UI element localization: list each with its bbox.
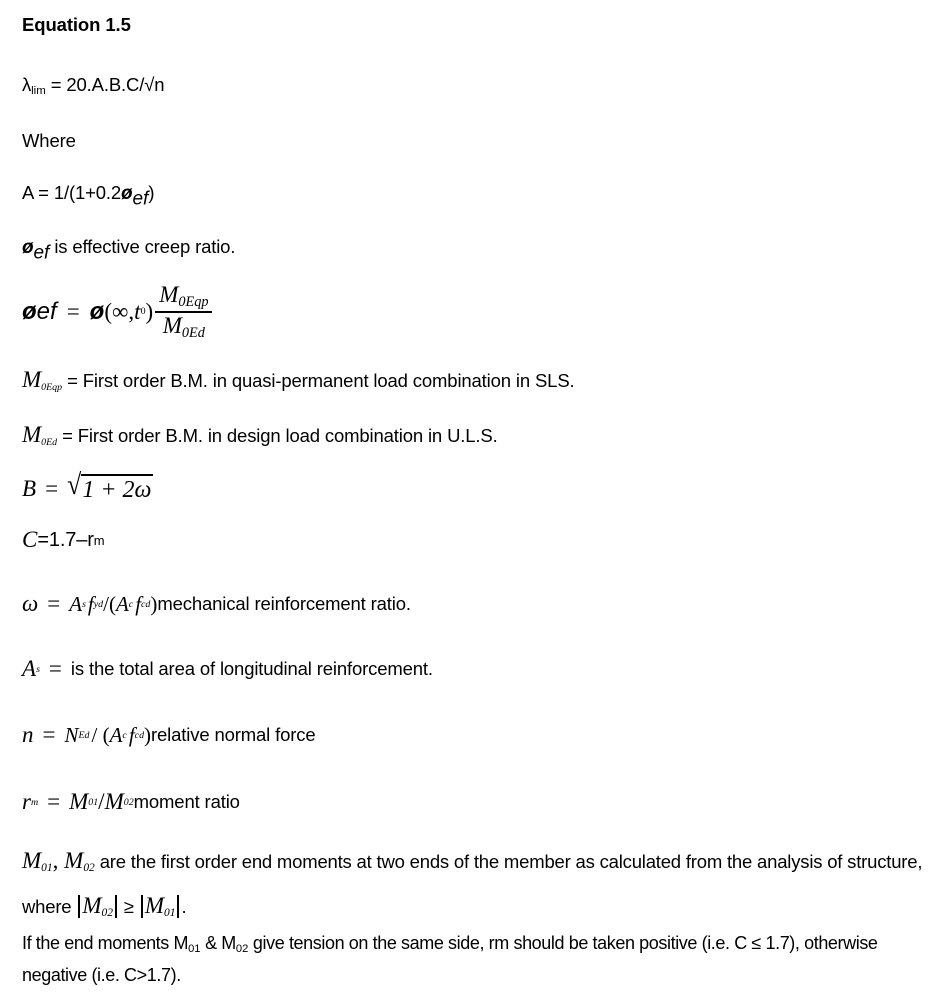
A-subscript: s	[36, 663, 40, 675]
M-symbol: M	[104, 789, 124, 814]
M-subscript: 02	[83, 862, 95, 875]
definition-n	[22, 722, 315, 748]
where-label: Where	[22, 130, 76, 151]
phi-icon: ø	[89, 297, 105, 325]
lambda-equals: =	[45, 74, 67, 95]
definition-rm	[22, 789, 240, 815]
abs-value-M02	[76, 893, 119, 920]
abs-bar-icon	[177, 895, 179, 918]
phi-ef-sentence-text: is effective creep ratio.	[49, 236, 236, 257]
M-subscript: 01	[41, 862, 53, 875]
f-subscript: cd	[141, 598, 151, 610]
infinity-icon: ∞	[112, 298, 129, 324]
paren-open: (	[104, 298, 113, 324]
equals-sign: =	[45, 475, 59, 501]
A-symbol: A	[115, 591, 129, 616]
equals-sign: =	[47, 591, 61, 616]
M-subscript: 0Ed	[181, 324, 205, 341]
paragraph-end-moments-text: are the first order end moments at two ends of the member as calculated from the analysis of structure, where	[22, 851, 923, 918]
definition-M0Eqp	[22, 367, 575, 393]
definition-M0Eqp-text: = First order B.M. in quasi-permanent load combination in SLS.	[62, 370, 575, 391]
fraction-denominator	[159, 313, 209, 341]
M-subscript: 02	[123, 796, 134, 808]
rm-symbol: r	[87, 528, 94, 551]
abs-bar-icon	[141, 895, 143, 918]
rm-symbol: r	[22, 789, 31, 814]
A-symbol: A	[22, 182, 34, 203]
M-symbol: M	[159, 282, 179, 307]
abs-bar-icon	[115, 895, 117, 918]
paren-close: )	[144, 722, 152, 747]
A-subscript: c	[128, 598, 134, 610]
definition-As	[22, 656, 433, 682]
moment-fraction	[155, 283, 212, 341]
M-symbol: M	[22, 848, 42, 873]
paragraph-end-moments	[22, 842, 937, 932]
M-subscript: 02	[101, 907, 113, 920]
equals-sign: =	[37, 528, 49, 551]
rm-subscript: m	[93, 532, 105, 548]
n-symbol: n	[22, 722, 34, 747]
omega-definition-text: mechanical reinforcement ratio.	[157, 593, 411, 614]
square-root	[67, 468, 153, 503]
A-rhs-prefix: 1/(1+0.2	[53, 182, 122, 203]
equation-omega-definition	[22, 591, 411, 617]
C-symbol: C	[22, 527, 38, 552]
paren-close: )	[145, 298, 154, 324]
N-subscript: Ed	[78, 729, 90, 741]
A-equals: =	[33, 182, 54, 203]
f-symbol: f	[135, 591, 142, 616]
M-symbol: M	[162, 312, 182, 338]
phi-icon: ø	[22, 297, 37, 325]
sign-convention-part3: give tension on the same side, rm should be taken positive (i.e. C ≤ 1.7), otherwise negative (i.e. C>1.7).	[22, 933, 878, 986]
equals-sign: =	[47, 789, 61, 814]
rm-subscript: m	[30, 796, 39, 808]
f-subscript: yd	[93, 598, 104, 610]
M-subscript: 0Eqp	[178, 293, 209, 310]
fraction-numerator	[155, 283, 212, 311]
slash: /	[98, 789, 105, 814]
A-symbol: A	[22, 656, 37, 681]
M-symbol: M	[144, 893, 164, 919]
t-symbol: t	[134, 298, 141, 324]
equals-sign: =	[42, 722, 56, 747]
paren-close: )	[150, 591, 158, 616]
radical-icon: √	[67, 468, 82, 501]
M-symbol: M	[82, 893, 102, 919]
M-symbol: M	[69, 789, 89, 814]
equation-A-definition	[22, 182, 154, 210]
definition-M0Ed-text: = First order B.M. in design load combination in U.L.S.	[57, 425, 498, 446]
greater-equal-icon: ≥	[118, 896, 139, 918]
phi-icon: ø	[22, 237, 34, 258]
abs-value-M01	[139, 893, 182, 920]
M-subscript: 0Eqp	[41, 381, 63, 393]
A-subscript: c	[122, 729, 127, 741]
N-symbol: N	[64, 722, 79, 747]
definition-M0Ed	[22, 422, 498, 448]
paragraph-sign-convention	[22, 930, 937, 988]
sign-convention-part2: & M	[200, 933, 236, 953]
abs-bar-icon	[78, 895, 80, 918]
period: .	[181, 896, 187, 918]
f-symbol: f	[87, 591, 94, 616]
M-subscript: 01	[88, 796, 99, 808]
phi-ef-sentence	[22, 236, 235, 264]
phi-subscript: ef	[36, 297, 57, 325]
slash-paren: / (	[91, 722, 110, 747]
equals-sign: =	[66, 298, 80, 324]
M-symbol: M	[64, 848, 84, 873]
comma: ,	[128, 298, 135, 324]
slash-paren: /(	[103, 591, 116, 616]
lambda-symbol: λ	[22, 74, 32, 95]
t-subscript: 0	[140, 306, 146, 318]
page-title	[22, 14, 131, 35]
phi-icon: ø	[121, 183, 133, 204]
sign-convention-sub1: 01	[188, 943, 201, 956]
lambda-subscript: lim	[31, 85, 46, 98]
f-symbol: f	[128, 722, 135, 747]
omega-symbol: ω	[22, 591, 39, 616]
sign-convention-part1: If the end moments M	[22, 933, 189, 953]
equation-phi-ef	[22, 283, 214, 341]
equation-C-definition	[22, 527, 105, 553]
lambda-rhs: 20.A.B.C/√n	[66, 74, 165, 95]
equals-sign: =	[48, 656, 62, 681]
f-subscript: cd	[134, 729, 145, 741]
phi-subscript: ef	[132, 188, 149, 210]
A-rhs-suffix: )	[148, 182, 155, 203]
minus-sign: –	[76, 528, 88, 551]
comma: ,	[52, 848, 65, 873]
C-value: 1.7	[48, 528, 77, 551]
M-symbol: M	[22, 367, 42, 392]
M-subscript: 01	[163, 907, 176, 920]
M-subscript: 0Ed	[41, 436, 58, 448]
sign-convention-sub2: 02	[235, 943, 249, 956]
definition-n-text: relative normal force	[151, 724, 316, 745]
A-subscript: s	[82, 598, 86, 610]
A-symbol: A	[109, 722, 123, 747]
definition-As-text: is the total area of longitudinal reinforcement.	[70, 658, 433, 679]
equation-lambda-lim	[22, 74, 164, 98]
definition-rm-text: moment ratio	[133, 791, 240, 812]
radicand: 1 + 2ω	[81, 474, 153, 503]
heading-text: Equation 1.5	[22, 14, 131, 35]
A-symbol: A	[69, 591, 83, 616]
M-symbol: M	[22, 422, 42, 447]
phi-subscript: ef	[33, 242, 50, 264]
B-symbol: B	[22, 475, 37, 501]
equation-B-definition	[22, 468, 153, 503]
